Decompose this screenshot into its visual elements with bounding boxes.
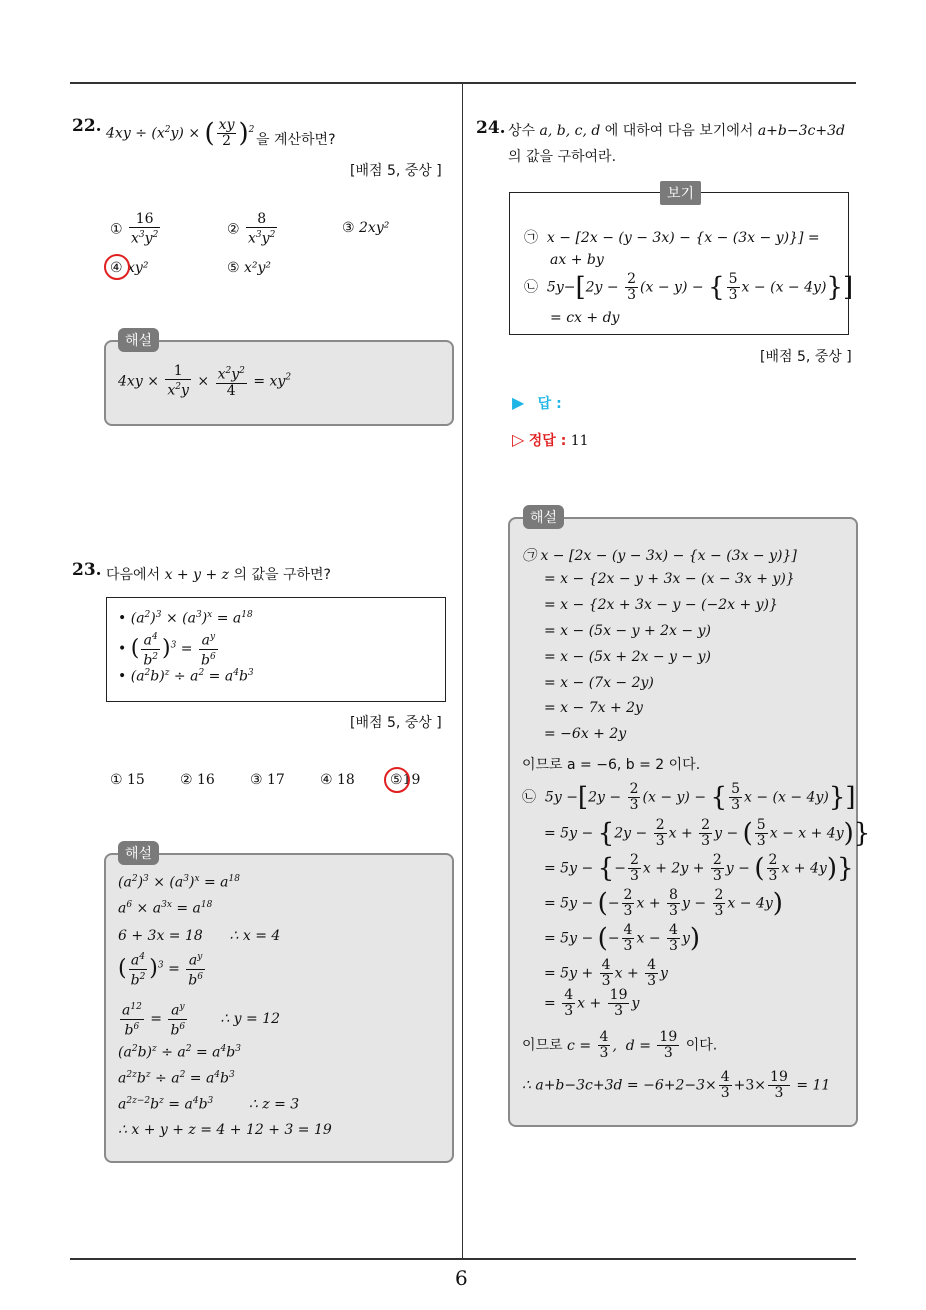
q24-solution-tab: 해설 bbox=[523, 505, 564, 529]
q24-score: [배점 5, 중상 ] bbox=[760, 349, 852, 365]
q23-choice-2[interactable]: ② 16 bbox=[180, 772, 215, 788]
q22-choice-4[interactable]: ④ xy² bbox=[110, 260, 149, 276]
q22-choice-2[interactable]: ② $\frac{8}{x^3y^2}$ bbox=[227, 211, 276, 247]
top-rule bbox=[70, 82, 856, 84]
q24-sol-b-3: = 5y − {− $\frac{2}{3}$ x + 2y + $\frac{2}{3}$ y − ( $\frac{2}{3}$ x + 4y)} bbox=[544, 852, 854, 884]
q22-choice-3[interactable]: ③ 2xy² bbox=[342, 220, 390, 236]
q24-sol-line-4: = x − (5x − y + 2x − y) bbox=[544, 623, 711, 639]
q22-text: 을 계산하면? bbox=[256, 132, 336, 148]
q22-solution-line: 4xy × $\frac{1}{x^2y}$ × $\frac{x^2y^2}{4}$ = $xy^2$ bbox=[118, 363, 292, 399]
q22-number: 22. bbox=[72, 116, 102, 136]
q23-text: 다음에서 x + y + z 의 값을 구하면? bbox=[106, 567, 331, 583]
q24-answer-row[interactable] bbox=[512, 393, 562, 413]
correct-label: 정답 : bbox=[528, 433, 567, 449]
q22-score: [배점 5, 중상 ] bbox=[350, 163, 442, 179]
q24-sol-line-8: = −6x + 2y bbox=[544, 726, 627, 742]
q23-choice-3[interactable]: ③ 17 bbox=[250, 772, 285, 788]
q24-example-1a: ㉠ x − [2x − (y − 3x) − {x − (3x − y)}] = bbox=[524, 230, 820, 246]
q24-sol-therefore-cd: 이므로 c = $\frac{4}{3}$ , d = $\frac{19}{3}$ 이다. bbox=[522, 1029, 718, 1061]
q24-sol-b-6: = 5y + $\frac{4}{3}$ x + $\frac{4}{3}$ y bbox=[544, 957, 668, 989]
q24-example-1b: ax + by bbox=[550, 252, 604, 268]
q24-number: 24. bbox=[476, 118, 506, 138]
q24-sol-line-6: = x − (7x − 2y) bbox=[544, 675, 654, 691]
q24-sol-line-3: = x − {2x + 3x − y − (−2x + y)} bbox=[544, 597, 778, 613]
q23-choice-1[interactable]: ① 15 bbox=[110, 772, 145, 788]
q23-sol-line-9: ∴ x + y + z = 4 + 12 + 3 = 19 bbox=[118, 1122, 332, 1138]
q24-sol-line-5: = x − (5x + 2x − y − y) bbox=[544, 649, 711, 665]
answer-label: 답 : bbox=[537, 396, 562, 412]
page-number: 6 bbox=[455, 1266, 468, 1290]
q23-number: 23. bbox=[72, 560, 102, 580]
q23-selected-mark bbox=[384, 767, 410, 793]
q24-example-2b: = cx + dy bbox=[550, 310, 620, 326]
q22-selected-mark bbox=[104, 254, 130, 280]
q24-correct-row bbox=[512, 430, 589, 450]
q23-condition-2: • ( $\frac{a^4}{b^2}$ )$^3$ = $\frac{a^y}{b^6}$ bbox=[118, 632, 216, 669]
q23-condition-3: • $(a^2b)^z \div a^2 = a^4b^3$ bbox=[118, 668, 254, 685]
q24-example-tab: 보기 bbox=[660, 181, 701, 205]
q23-sol-line-7: $a^{2z}b^z \div a^2 = a^4b^3$ bbox=[118, 1070, 235, 1087]
q24-sol-b-2: = 5y − {2y − $\frac{2}{3}$ x + $\frac{2}{3}$ y − ( $\frac{5}{3}$ x − x + 4y)} bbox=[544, 817, 871, 849]
q23-sol-line-2: $a^6 \times a^{3x} = a^{18}$ bbox=[118, 900, 213, 917]
q24-sol-line-2: = x − {2x − y + 3x − (x − 3x + y)} bbox=[544, 571, 795, 587]
q22-choice-1[interactable]: ① $\frac{16}{x^3y^2}$ bbox=[110, 211, 159, 247]
q22-solution-tab: 해설 bbox=[118, 328, 159, 352]
q23-score: [배점 5, 중상 ] bbox=[350, 715, 442, 731]
q23-sol-line-6: $(a^2b)^z \div a^2 = a^4b^3$ bbox=[118, 1044, 241, 1061]
q23-choice-4[interactable]: ④ 18 bbox=[320, 772, 355, 788]
q24-example-2a: ㉡ 5y−[2y − $\frac{2}{3}$ (x − y) − { $\frac{5}{3}$ x − (x − 4y)}] bbox=[524, 271, 854, 303]
q24-sol-b-4: = 5y − (− $\frac{2}{3}$ x + $\frac{8}{3}$ y − $\frac{2}{3}$ x − 4y) bbox=[544, 887, 783, 919]
q24-sol-therefore-ab: 이므로 a = −6, b = 2 이다. bbox=[522, 757, 701, 773]
column-divider bbox=[462, 82, 463, 1260]
q24-sol-line-1: ㉠ x − [2x − (y − 3x) − {x − (3x − y)}] bbox=[522, 548, 797, 564]
correct-value: 11 bbox=[570, 433, 589, 449]
q23-sol-line-4: ( $\frac{a^4}{b^2}$ )$^3$ = $\frac{a^y}{b^6}$ bbox=[118, 952, 203, 989]
q24-text-line2: 의 값을 구하여라. bbox=[508, 149, 617, 165]
q24-sol-b-5: = 5y − (− $\frac{4}{3}$ x − $\frac{4}{3}$ y) bbox=[544, 922, 701, 954]
q23-sol-line-1: $(a^2)^3 \times (a^3)^x = a^{18}$ bbox=[118, 874, 240, 891]
q23-condition-1: • $(a^2)^3 \times (a^3)^x = a^{18}$ bbox=[118, 610, 253, 627]
q24-sol-b-1: ㉡ 5y −[2y − $\frac{2}{3}$ (x − y) − { $\frac{5}{3}$ x − (x − 4y)}] bbox=[522, 781, 856, 813]
q24-text-line1: 상수 a, b, c, d 에 대하여 다음 보기에서 a+b−3c+3d bbox=[508, 123, 845, 139]
q24-sol-line-7: = x − 7x + 2y bbox=[544, 700, 643, 716]
bottom-rule bbox=[70, 1258, 856, 1260]
answer-arrow-icon: ▶ bbox=[512, 393, 525, 412]
q24-sol-b-7: = $\frac{4}{3}$ x + $\frac{19}{3}$ y bbox=[544, 987, 640, 1019]
q23-sol-line-5: $\frac{a^{12}}{b^6}$ = $\frac{a^y}{b^6}$ ∴ y = 12 bbox=[122, 1002, 281, 1039]
q22-expression: $4xy \div (x^2y)$ × ( $\frac{xy}{2}$ )$^2$ bbox=[106, 117, 255, 149]
q24-sol-final: ∴ a+b−3c+3d = −6+2−3× $\frac{4}{3}$ +3× $\frac{19}{3}$ = 11 bbox=[522, 1069, 831, 1101]
q23-solution-tab: 해설 bbox=[118, 841, 159, 865]
q23-sol-line-8: $a^{2z-2}b^z = a^4b^3$ ∴ z = 3 bbox=[118, 1096, 300, 1113]
q22-choice-5[interactable]: ⑤ x²y² bbox=[227, 260, 272, 276]
q23-sol-line-3: 6 + 3x = 18 ∴ x = 4 bbox=[118, 928, 281, 944]
correct-arrow-icon: ▷ bbox=[512, 430, 525, 449]
q23-choice-5[interactable]: ⑤19 bbox=[390, 772, 421, 788]
